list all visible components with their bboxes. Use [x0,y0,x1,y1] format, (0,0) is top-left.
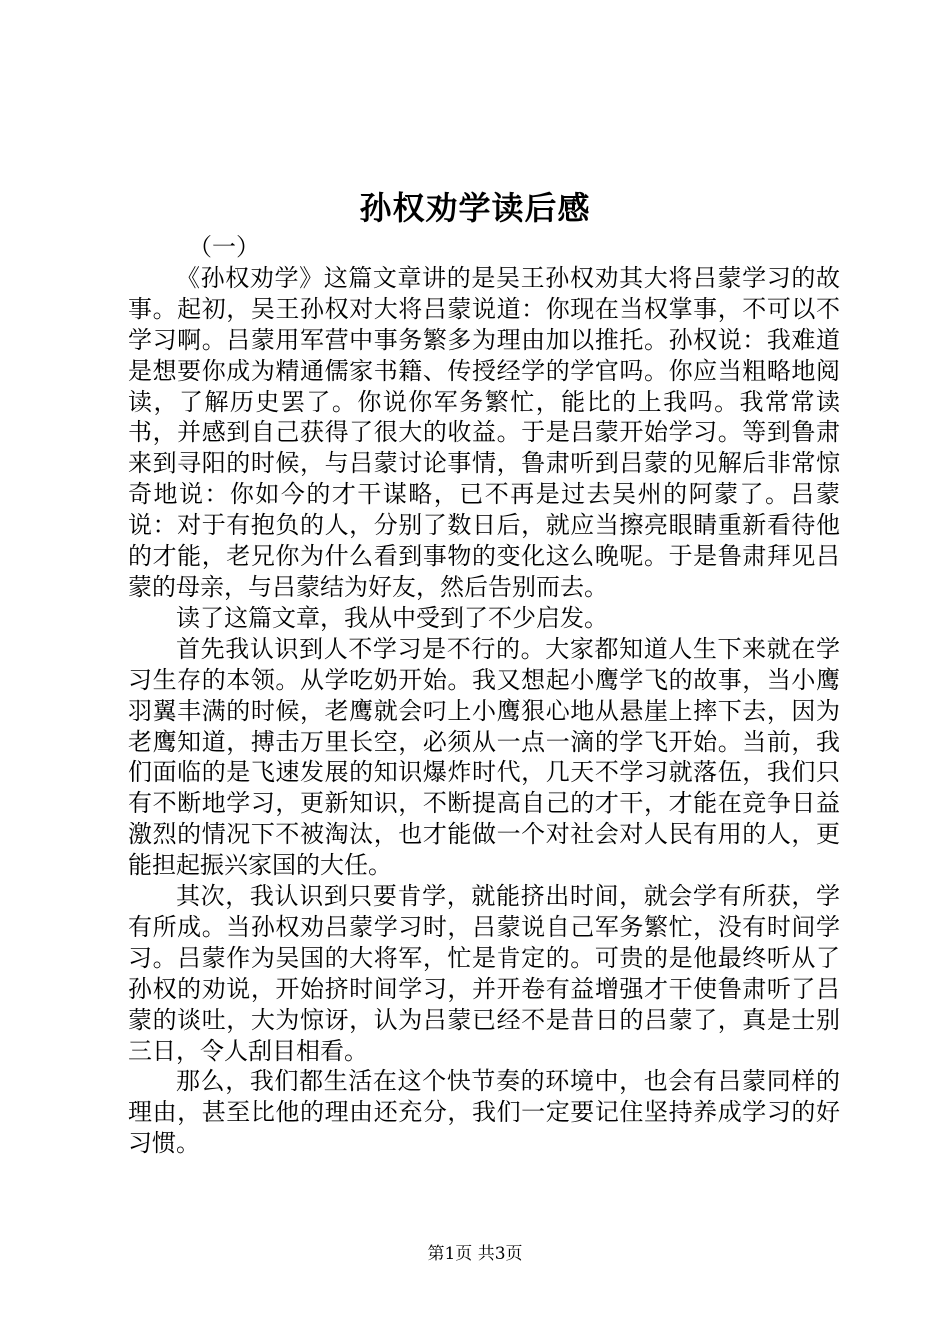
document-body [128,232,840,1159]
paragraph-story-summary: 《孙权劝学》这篇文章讲的是吴王孙权劝其大将吕蒙学习的故事。起初，吴王孙权对大将吕蒙说道：你现在当权掌事，不可以不学习啊。吕蒙用军营中事务繁多为理由加以推托。孙权说：我难道是想要你成为精通儒家书籍、传授经学的学官吗。你应当粗略地阅读，了解历史罢了。你说你军务繁忙，能比的上我吗。我常常读书，并感到自己获得了很大的收益。于是吕蒙开始学习。等到鲁肃来到寻阳的时候，与吕蒙讨论事情，鲁肃听到吕蒙的见解后非常惊奇地说：你如今的才干谋略，已不再是过去吴州的阿蒙了。吕蒙说：对于有抱负的人，分别了数日后，就应当擦亮眼睛重新看待他的才能，老兄你为什么看到事物的变化这么晚呢。于是鲁肃拜见吕蒙的母亲，与吕蒙结为好友，然后告别而去。 [128,263,840,601]
document-title: 孙权劝学读后感 [359,189,591,227]
paragraph-first-point: 首先我认识到人不学习是不行的。大家都知道人生下来就在学习生存的本领。从学吃奶开始。我又想起小鹰学飞的故事，当小鹰羽翼丰满的时候，老鹰就会叼上小鹰狠心地从悬崖上摔下去，因为老鹰知道，搏击万里长空，必须从一点一滴的学飞开始。当前，我们面临的是飞速发展的知识爆炸时代，几天不学习就落伍，我们只有不断地学习，更新知识，不断提高自己的才干，才能在竞争日益激烈的情况下不被淘汰，也才能做一个对社会对人民有用的人，更能担起振兴家国的大任。 [128,634,840,880]
paragraph-conclusion: 那么，我们都生活在这个快节奏的环境中，也会有吕蒙同样的理由，甚至比他的理由还充分，我们一定要记住坚持养成学习的好习惯。 [128,1067,840,1158]
section-marker: （一） [188,233,260,261]
paragraph-second-point: 其次，我认识到只要肯学，就能挤出时间，就会学有所获，学有所成。当孙权劝吕蒙学习时，吕蒙说自己军务繁忙，没有时间学习。吕蒙作为吴国的大将军，忙是肯定的。可贵的是他最终听从了孙权的劝说，开始挤时间学习，并开卷有益增强才干使鲁肃听了吕蒙的谈吐，大为惊讶，认为吕蒙已经不是昔日的吕蒙了，真是士别三日，令人刮目相看。 [128,882,840,1065]
page-number-footer: 第1页 共3页 [427,1244,523,1264]
paragraph-inspiration: 读了这篇文章，我从中受到了不少启发。 [176,603,608,632]
